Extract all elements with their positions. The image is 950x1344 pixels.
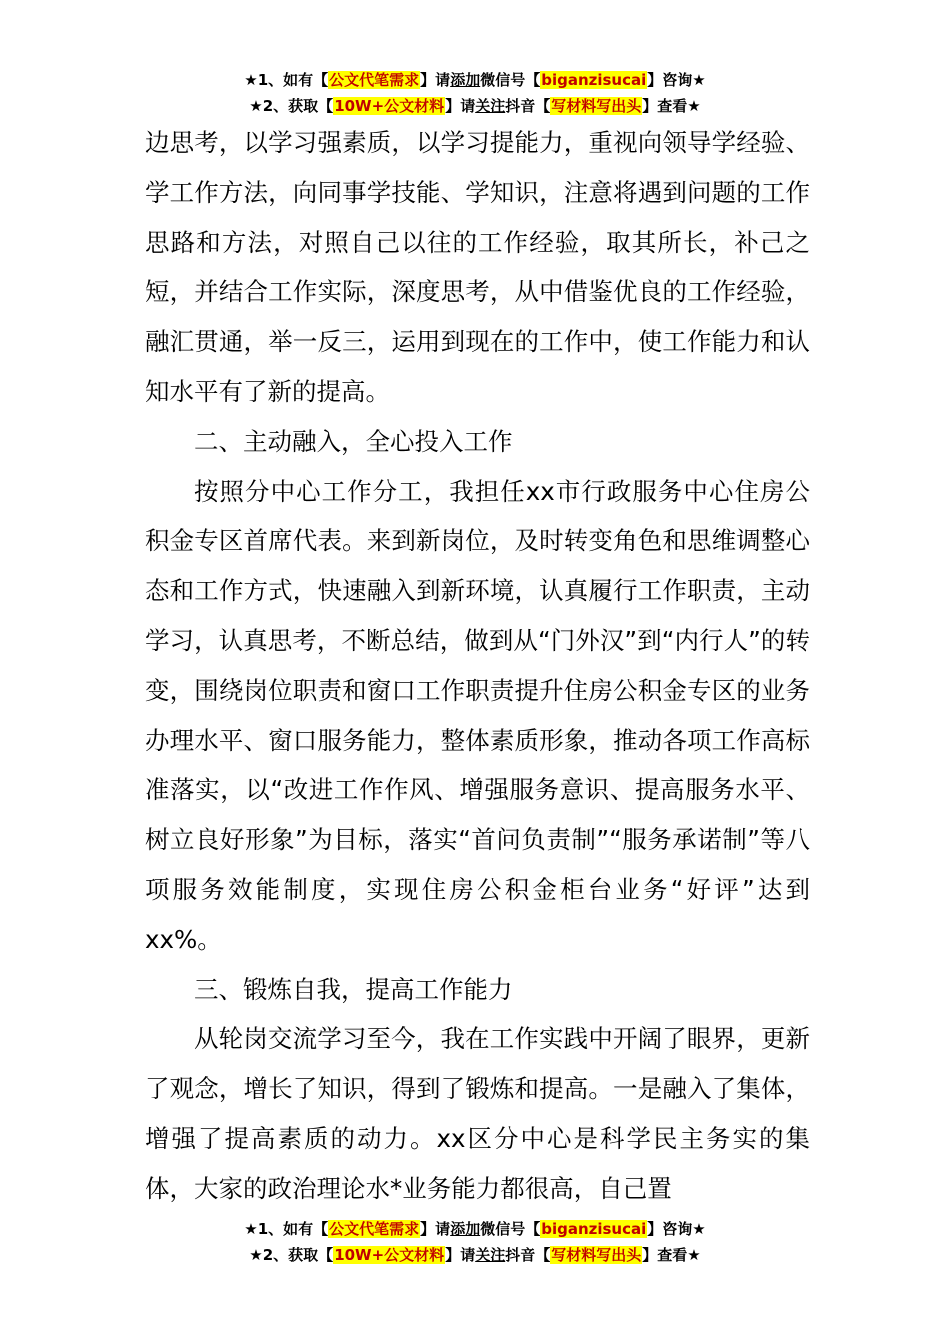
top-promo-banner xyxy=(0,67,950,119)
promo-text: 】查看★ xyxy=(642,97,701,115)
promo-highlight: 写材料写出头 xyxy=(551,97,642,115)
promo-line-2 xyxy=(0,93,950,119)
promo-text: ★1、如有【 xyxy=(244,71,329,89)
promo-line-2 xyxy=(0,1242,950,1268)
promo-highlight: 公文代笔需求 xyxy=(329,71,420,89)
promo-text: 微信号【 xyxy=(480,1220,541,1238)
promo-highlight: 公文代笔需求 xyxy=(329,1220,420,1238)
bottom-promo-banner xyxy=(0,1216,950,1268)
section-heading-3: 三、锻炼自我，提高工作能力 xyxy=(194,974,513,1004)
promo-line-1 xyxy=(0,1216,950,1242)
promo-underline: 添加 xyxy=(450,71,481,89)
promo-underline: 关注 xyxy=(475,97,506,115)
promo-text: ★2、获取【 xyxy=(249,1246,334,1264)
promo-highlight: 写材料写出头 xyxy=(551,1246,642,1264)
promo-text: 】请 xyxy=(420,71,451,89)
paragraph-3: 从轮岗交流学习至今，我在工作实践中开阔了眼界，更新了观念，增长了知识，得到了锻炼和提高。一是融入了集体，增强了提高素质的动力。xx区分中心是科学民主务实的集体，大家的政治理论水*业务能力都很高，自己置 xyxy=(145,1024,810,1203)
promo-text: ★1、如有【 xyxy=(244,1220,329,1238)
paragraph-2: 按照分中心工作分工，我担任xx市行政服务中心住房公积金专区首席代表。来到新岗位，及时转变角色和思维调整心态和工作方式，快速融入到新环境，认真履行工作职责，主动学习，认真思考，不断总结，做到从“门外汉”到“内行人”的转变，围绕岗位职责和窗口工作职责提升住房公积金专区的业务办理水平、窗口服务能力，整体素质形象，推动各项工作高标准落实，以“改进工作作风、增强服务意识、提高服务水平、树立良好形象”为目标，落实“首问负责制”“服务承诺制”等八项服务效能制度，实现住房公积金柜台业务“好评”达到xx%。 xyxy=(145,476,810,954)
promo-underline: 添加 xyxy=(450,1220,481,1238)
promo-text: 】请 xyxy=(445,97,476,115)
promo-text: 】请 xyxy=(445,1246,476,1264)
promo-highlight: 10W+公文材料 xyxy=(334,97,445,115)
paragraph-1: 边思考，以学习强素质，以学习提能力，重视向领导学经验、学工作方法，向同事学技能、学知识，注意将遇到问题的工作思路和方法，对照自己以往的工作经验，取其所长，补己之短，并结合工作实际，深度思考，从中借鉴优良的工作经验，融汇贯通，举一反三，运用到现在的工作中，使工作能力和认知水平有了新的提高。 xyxy=(145,128,810,406)
promo-text: 】查看★ xyxy=(642,1246,701,1264)
promo-text: 】咨询★ xyxy=(647,1220,706,1238)
promo-text: ★2、获取【 xyxy=(249,97,334,115)
promo-text: 微信号【 xyxy=(480,71,541,89)
promo-text: 抖音【 xyxy=(505,1246,551,1264)
promo-underline: 关注 xyxy=(475,1246,506,1264)
promo-highlight: biganzisucai xyxy=(541,71,647,89)
promo-line-1 xyxy=(0,67,950,93)
promo-text: 】请 xyxy=(420,1220,451,1238)
promo-highlight: biganzisucai xyxy=(541,1220,647,1238)
promo-text: 】咨询★ xyxy=(647,71,706,89)
promo-highlight: 10W+公文材料 xyxy=(334,1246,445,1264)
document-body xyxy=(145,118,810,1214)
promo-text: 抖音【 xyxy=(505,97,551,115)
section-heading-2: 二、主动融入，全心投入工作 xyxy=(194,426,513,456)
